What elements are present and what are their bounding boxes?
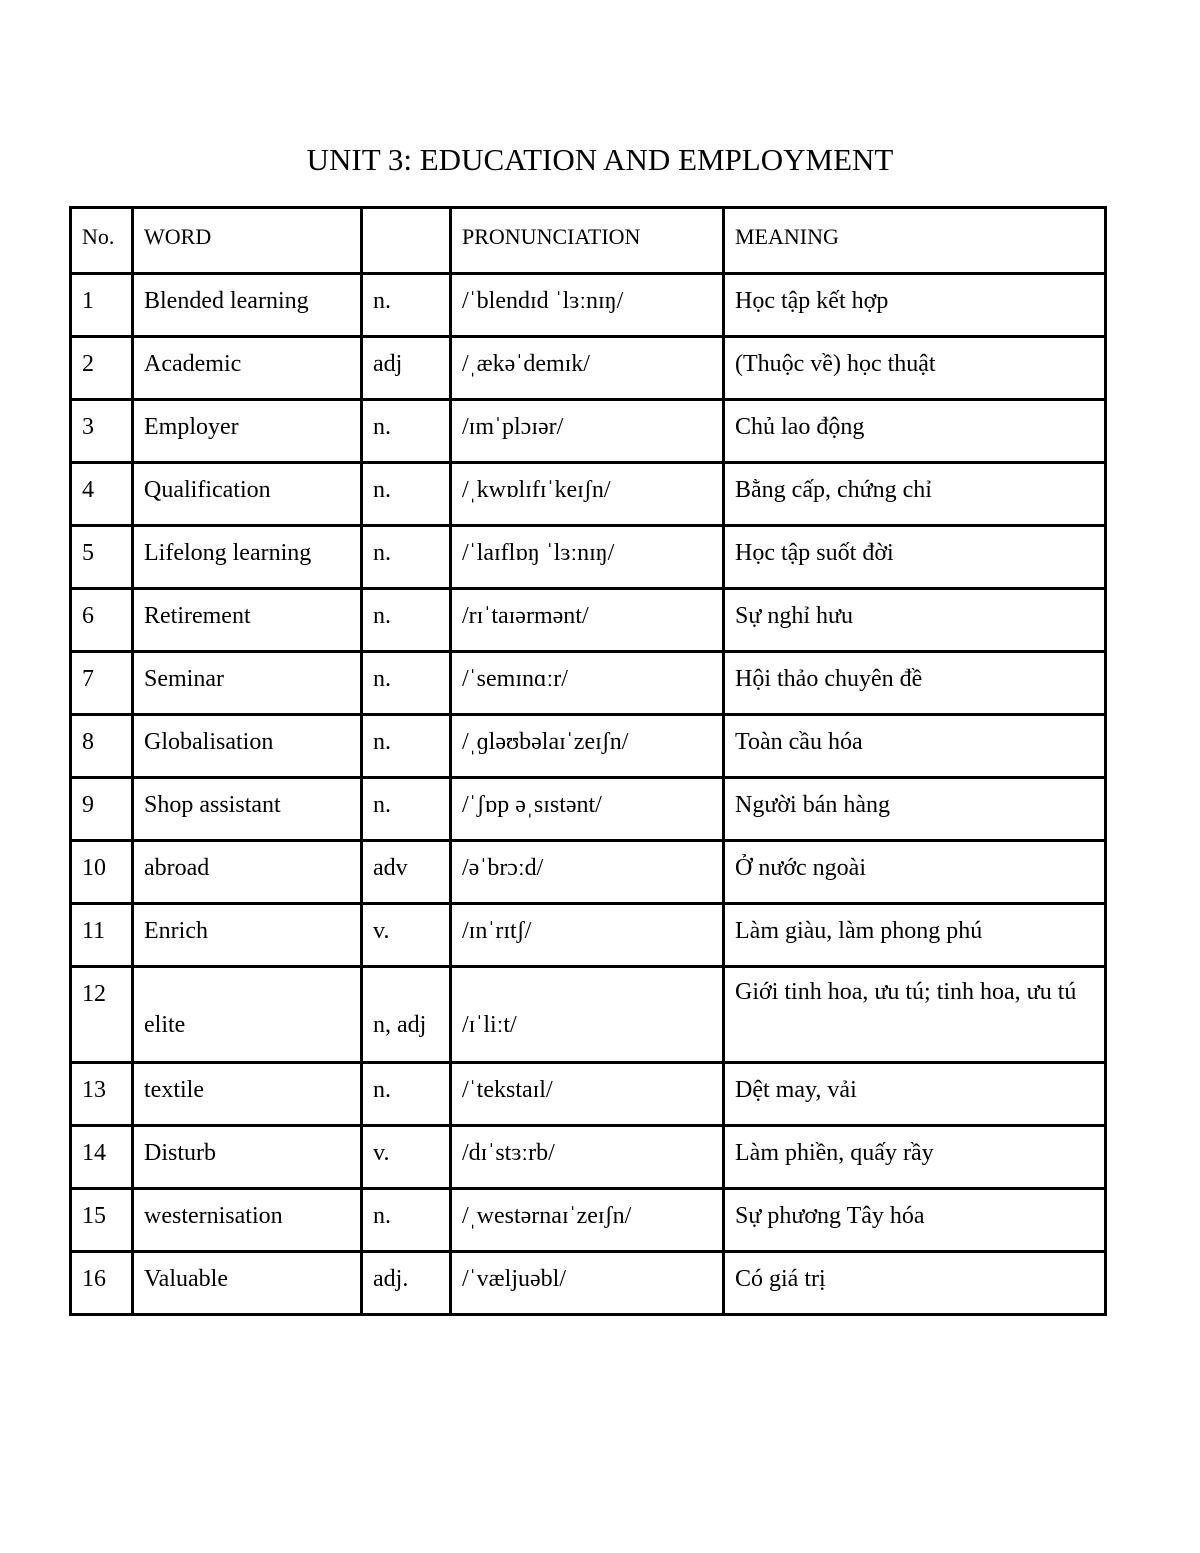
table-row: [71, 1189, 1106, 1252]
word-cell: Shop assistant: [133, 778, 362, 841]
meaning-cell: Sự phương Tây hóa: [724, 1189, 1106, 1252]
table-row: [71, 904, 1106, 967]
pronunciation-cell: /ˈvæljuəbl/: [451, 1252, 724, 1315]
row-number: 2: [71, 337, 133, 400]
meaning-cell: Dệt may, vải: [724, 1063, 1106, 1126]
word-cell: Disturb: [133, 1126, 362, 1189]
word-cell: Enrich: [133, 904, 362, 967]
pronunciation-cell: /dɪˈstɜːrb/: [451, 1126, 724, 1189]
part-of-speech-cell: v.: [362, 904, 451, 967]
part-of-speech-cell: n.: [362, 778, 451, 841]
word-cell: Retirement: [133, 589, 362, 652]
pronunciation-cell: /ˈsemɪnɑːr/: [451, 652, 724, 715]
part-of-speech-cell: n.: [362, 589, 451, 652]
word-cell: Lifelong learning: [133, 526, 362, 589]
row-number: 9: [71, 778, 133, 841]
part-of-speech-cell: n.: [362, 274, 451, 337]
pronunciation-cell: /ˌwestərnaɪˈzeɪʃn/: [451, 1189, 724, 1252]
meaning-cell: Người bán hàng: [724, 778, 1106, 841]
pronunciation-cell: /ɪˈliːt/: [451, 967, 724, 1063]
part-of-speech-cell: n.: [362, 400, 451, 463]
part-of-speech-cell: n.: [362, 1063, 451, 1126]
meaning-cell: Bằng cấp, chứng chỉ: [724, 463, 1106, 526]
meaning-cell: Ở nước ngoài: [724, 841, 1106, 904]
part-of-speech-cell: n.: [362, 715, 451, 778]
row-number: 12: [71, 967, 133, 1063]
word-cell: westernisation: [133, 1189, 362, 1252]
part-of-speech-cell: n.: [362, 1189, 451, 1252]
row-number: 3: [71, 400, 133, 463]
meaning-cell: Học tập kết hợp: [724, 274, 1106, 337]
meaning-cell: Học tập suốt đời: [724, 526, 1106, 589]
word-cell: Globalisation: [133, 715, 362, 778]
pronunciation-cell: /ˌækəˈdemɪk/: [451, 337, 724, 400]
part-of-speech-cell: adj.: [362, 1252, 451, 1315]
table-row: [71, 652, 1106, 715]
table-row: [71, 1063, 1106, 1126]
meaning-cell: Sự nghỉ hưu: [724, 589, 1106, 652]
table-row: [71, 274, 1106, 337]
meaning-cell: Có giá trị: [724, 1252, 1106, 1315]
part-of-speech-cell: adj: [362, 337, 451, 400]
part-of-speech-cell: v.: [362, 1126, 451, 1189]
word-cell: abroad: [133, 841, 362, 904]
pronunciation-cell: /ˌkwɒlɪfɪˈkeɪʃn/: [451, 463, 724, 526]
row-number: 13: [71, 1063, 133, 1126]
word-cell: textile: [133, 1063, 362, 1126]
word-cell: Qualification: [133, 463, 362, 526]
meaning-cell: (Thuộc về) học thuật: [724, 337, 1106, 400]
part-of-speech-cell: adv: [362, 841, 451, 904]
part-of-speech-cell: n, adj: [362, 967, 451, 1063]
vocabulary-table: [69, 206, 1107, 1316]
pronunciation-cell: /ˈtekstaɪl/: [451, 1063, 724, 1126]
table-row: [71, 715, 1106, 778]
word-cell: Valuable: [133, 1252, 362, 1315]
table-row: [71, 337, 1106, 400]
row-number: 7: [71, 652, 133, 715]
pronunciation-cell: /ɪnˈrɪtʃ/: [451, 904, 724, 967]
header-part-of-speech: [362, 208, 451, 274]
row-number: 16: [71, 1252, 133, 1315]
table-header-row: [71, 208, 1106, 274]
page-title: UNIT 3: EDUCATION AND EMPLOYMENT: [306, 142, 894, 177]
row-number: 6: [71, 589, 133, 652]
pronunciation-cell: /ɪmˈplɔɪər/: [451, 400, 724, 463]
pronunciation-cell: /rɪˈtaɪərmənt/: [451, 589, 724, 652]
word-cell: Blended learning: [133, 274, 362, 337]
meaning-cell: Toàn cầu hóa: [724, 715, 1106, 778]
meaning-cell: Làm giàu, làm phong phú: [724, 904, 1106, 967]
row-number: 14: [71, 1126, 133, 1189]
pronunciation-cell: /əˈbrɔːd/: [451, 841, 724, 904]
header-no: No.: [71, 208, 133, 274]
header-pronunciation: PRONUNCIATION: [451, 208, 724, 274]
meaning-cell: Hội thảo chuyên đề: [724, 652, 1106, 715]
meaning-cell: Chủ lao động: [724, 400, 1106, 463]
row-number: 15: [71, 1189, 133, 1252]
row-number: 4: [71, 463, 133, 526]
pronunciation-cell: /ˈʃɒp əˌsɪstənt/: [451, 778, 724, 841]
header-meaning: MEANING: [724, 208, 1106, 274]
pronunciation-cell: /ˈlaɪflɒŋ ˈlɜːnɪŋ/: [451, 526, 724, 589]
word-cell: Academic: [133, 337, 362, 400]
table-row: [71, 463, 1106, 526]
pronunciation-cell: /ˌɡləʊbəlaɪˈzeɪʃn/: [451, 715, 724, 778]
table-row: [71, 589, 1106, 652]
table-row: [71, 778, 1106, 841]
part-of-speech-cell: n.: [362, 526, 451, 589]
row-number: 11: [71, 904, 133, 967]
row-number: 8: [71, 715, 133, 778]
table-row: [71, 841, 1106, 904]
header-word: WORD: [133, 208, 362, 274]
word-cell: elite: [133, 967, 362, 1063]
table-row: [71, 526, 1106, 589]
word-cell: Seminar: [133, 652, 362, 715]
pronunciation-cell: /ˈblendɪd ˈlɜːnɪŋ/: [451, 274, 724, 337]
meaning-cell: Làm phiền, quấy rầy: [724, 1126, 1106, 1189]
row-number: 10: [71, 841, 133, 904]
row-number: 1: [71, 274, 133, 337]
table-row: [71, 1126, 1106, 1189]
table-row: [71, 1252, 1106, 1315]
meaning-cell: Giới tinh hoa, ưu tú; tinh hoa, ưu tú: [724, 967, 1106, 1063]
word-cell: Employer: [133, 400, 362, 463]
part-of-speech-cell: n.: [362, 463, 451, 526]
table-row: [71, 967, 1106, 1063]
row-number: 5: [71, 526, 133, 589]
part-of-speech-cell: n.: [362, 652, 451, 715]
table-row: [71, 400, 1106, 463]
